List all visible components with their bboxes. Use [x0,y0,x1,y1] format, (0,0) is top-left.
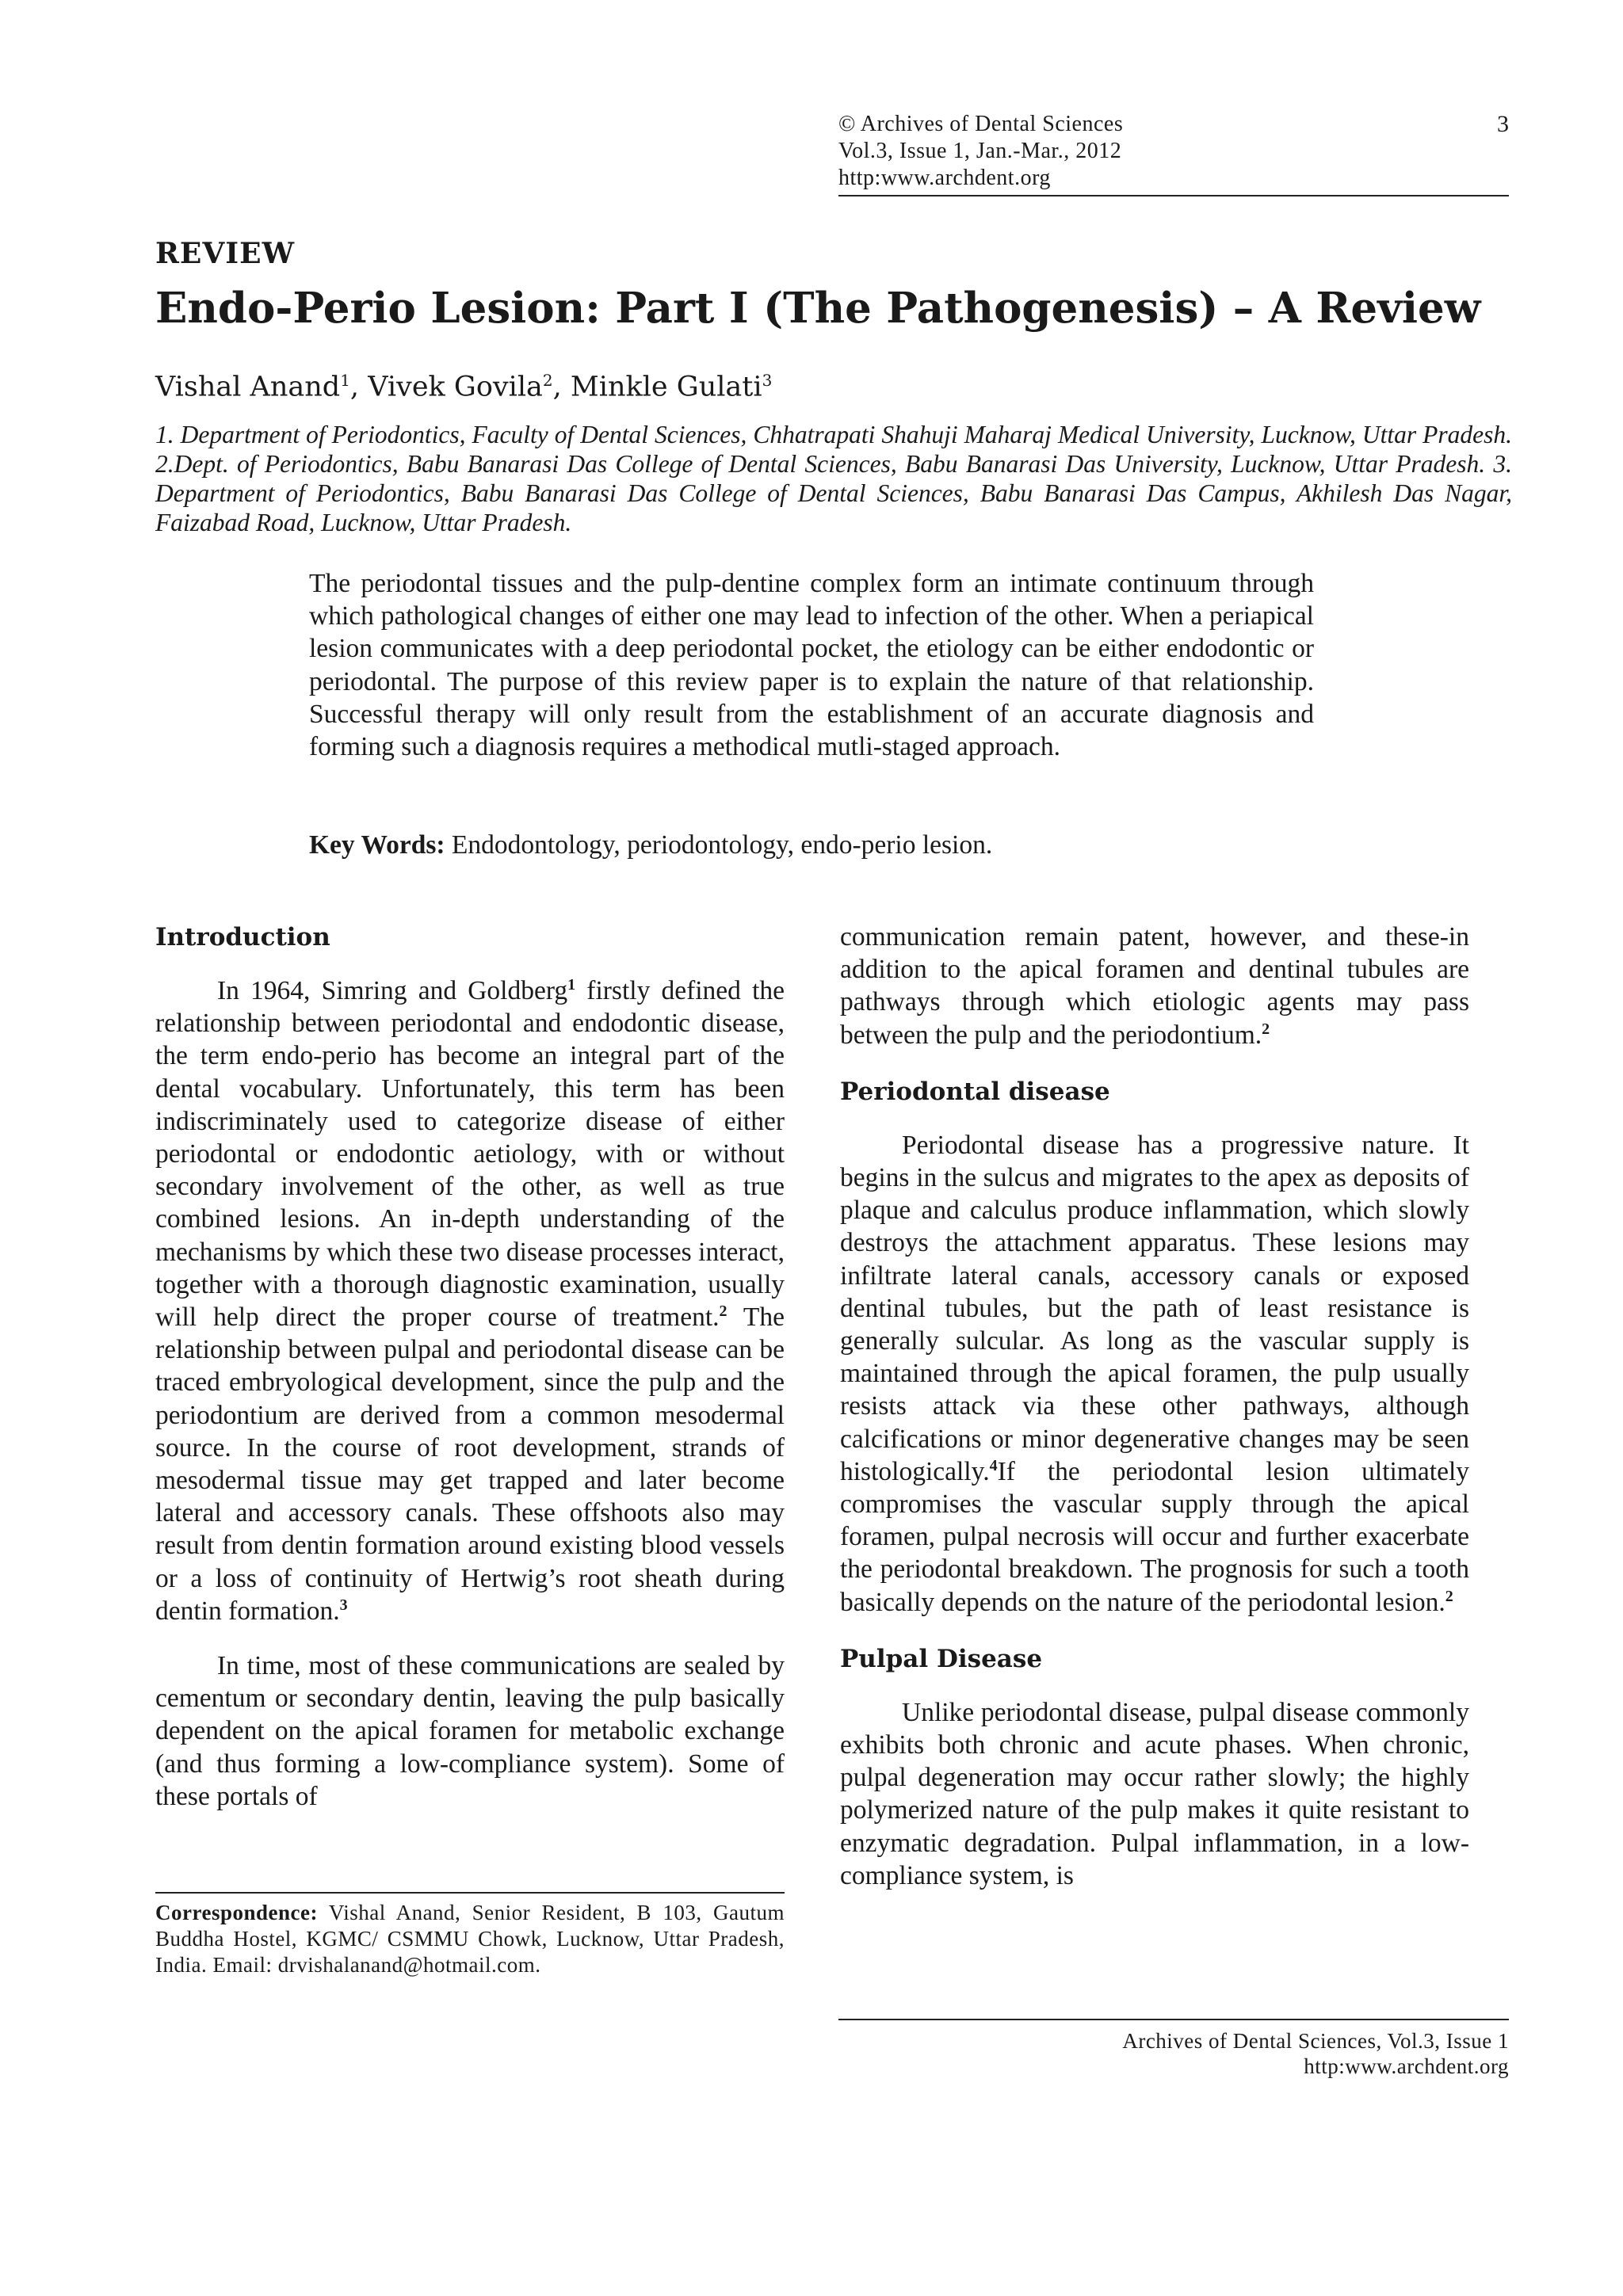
author-name: Vishal Anand [155,371,341,403]
author-affiliations: 1. Department of Periodontics, Faculty of Dental Sciences, Chhatrapati Shahuji Maharaj Medical University, Lucknow, Uttar Pradesh. 2.Dept. of Periodontics, Babu Banarasi Das College of Dental Sciences, Babu Banarasi Das University, Lucknow, Uttar Pradesh. 3. Department of Periodontics, Babu Banarasi Das College of Dental Sciences, Babu Banarasi Das Campus, Akhilesh Das Nagar, Faizabad Road, Lucknow, Uttar Pradesh. [155,421,1512,536]
abstract: The periodontal tissues and the pulp-dentine complex form an intimate continuum through which pathological changes of either one may lead to infection of the other. When a periapical lesion communicates with a deep periodontal pocket, the etiology can be either endodontic or periodontal. The purpose of this review paper is to explain the nature of that relationship. Successful therapy will only result from the establishment of an accurate diagnosis and forming such a diagnosis requires a methodical mutli-staged approach. [309,569,1314,762]
footer-journal-line: Archives of Dental Sciences, Vol.3, Issue 1 [1122,2029,1509,2053]
author-affiliation-marker: 1 [340,371,350,390]
citation-ref[interactable]: 4 [989,1456,998,1474]
section-label: REVIEW [155,237,295,270]
paragraph-text: firstly defined the relationship between periodontal and endodontic disease, the term endo-perio has become an integral part of the dental vocabulary. Unfortunately, this term has been indiscriminately used to categorize disease of either periodontal or endodontic aetiology, with or without secondary involvement of the other, as well as true combined lesions. An in-depth understanding of the mechanisms by which these two disease processes interact, together with a thorough diagnostic examination, usually will help direct the proper course of treatment. [155,976,785,1333]
author-affiliation-marker: 3 [762,371,773,390]
journal-volume: Vol.3, Issue 1, Jan.-Mar., 2012 [838,139,1122,163]
footer-url[interactable]: http:www.archdent.org [1304,2054,1509,2078]
right-column [840,921,1469,1892]
citation-ref[interactable]: 3 [339,1596,348,1614]
citation-ref[interactable]: 2 [1262,1020,1270,1038]
periodontal-disease-heading: Periodontal disease [840,1077,1110,1106]
keywords-label: Key Words: [309,830,445,860]
author-affiliation-marker: 2 [542,371,553,390]
journal-name: © Archives of Dental Sciences [838,112,1124,136]
header-divider [838,195,1509,196]
author-list [155,361,772,406]
correspondence-text: Vishal Anand, Senior Resident, B 103, Gautum Buddha Hostel, KGMC/ CSMMU Chowk, Lucknow, Uttar Pradesh, India. Email: drvishalanand@hotmail.com. [155,1901,785,1977]
pulpal-disease-heading: Pulpal Disease [840,1644,1043,1673]
author-name: Vivek Govila [368,371,543,403]
citation-ref[interactable]: 1 [567,975,576,994]
keywords-text: Endodontology, periodontology, endo-perio lesion. [451,830,993,860]
paragraph-text: communication remain patent, however, and these-in addition to the apical foramen and dentinal tubules are pathways through which etiologic agents may pass between the pulp and the periodontium. [840,922,1469,1050]
introduction-paragraph-2: In time, most of these communications are sealed by cementum or secondary dentin, leaving the pulp basically dependent on the apical foramen for metabolic exchange (and thus forming a low-compliance system). Some of these portals of [155,1651,785,1811]
pulpal-disease-paragraph: Unlike periodontal disease, pulpal disease commonly exhibits both chronic and acute phases. When chronic, pulpal degeneration may occur rather slowly; the highly polymerized nature of the pulp makes it quite resistant to enzymatic degradation. Pulpal inflammation, in a low-compliance system, is [840,1697,1469,1890]
journal-header [838,111,1509,192]
footer-divider [838,2019,1509,2020]
journal-footer [838,2028,1509,2079]
citation-ref[interactable]: 2 [719,1302,727,1320]
left-column [155,921,785,1813]
article-title: Endo-Perio Lesion: Part I (The Pathogenesis) – A Review [155,284,1481,333]
paragraph-text: Periodontal disease has a progressive nature. It begins in the sulcus and migrates to the apex as deposits of plaque and calculus produce inflammation, which slowly destroys the attachment apparatus. These lesions may infiltrate lateral canals, accessory canals or exposed dentinal tubules, but the path of least resistance is generally sulcular. As long as the vascular supply is maintained through the apical foramen, the pulp usually resists attack via these other pathways, although calcifications or minor degenerative changes may be seen histologically. [840,1130,1469,1486]
paragraph-text: If the periodontal lesion ultimately compromises the vascular supply through the apical foramen, pulpal necrosis will occur and further exacerbate the periodontal breakdown. The prognosis for such a tooth basically depends on the nature of the periodontal lesion. [840,1456,1469,1617]
paragraph-text: The relationship between pulpal and periodontal disease can be traced embryological development, since the pulp and the periodontium are derived from a common mesodermal source. In the course of root development, strands of mesodermal tissue may get trapped and later become lateral and accessory canals. These offshoots also may result from dentin formation around existing blood vessels or a loss of continuity of Hertwig’s root sheath during dentin formation. [155,1302,785,1626]
citation-ref[interactable]: 2 [1445,1587,1453,1605]
author-separator: , [349,371,369,403]
page-number: 3 [1497,111,1509,137]
paragraph-text: In 1964, Simring and Goldberg [217,976,568,1005]
footnote-divider [155,1892,785,1894]
author-separator: , [552,371,571,403]
keywords [309,829,1314,862]
introduction-heading: Introduction [155,923,330,952]
periodontal-disease-paragraph [840,1129,1469,1619]
continued-paragraph [840,921,1469,1051]
author-name: Minkle Gulati [570,371,762,403]
introduction-paragraph [155,974,785,1627]
correspondence-label: Correspondence: [155,1901,318,1924]
journal-url[interactable]: http:www.archdent.org [838,166,1051,190]
correspondence-note [155,1900,785,1978]
